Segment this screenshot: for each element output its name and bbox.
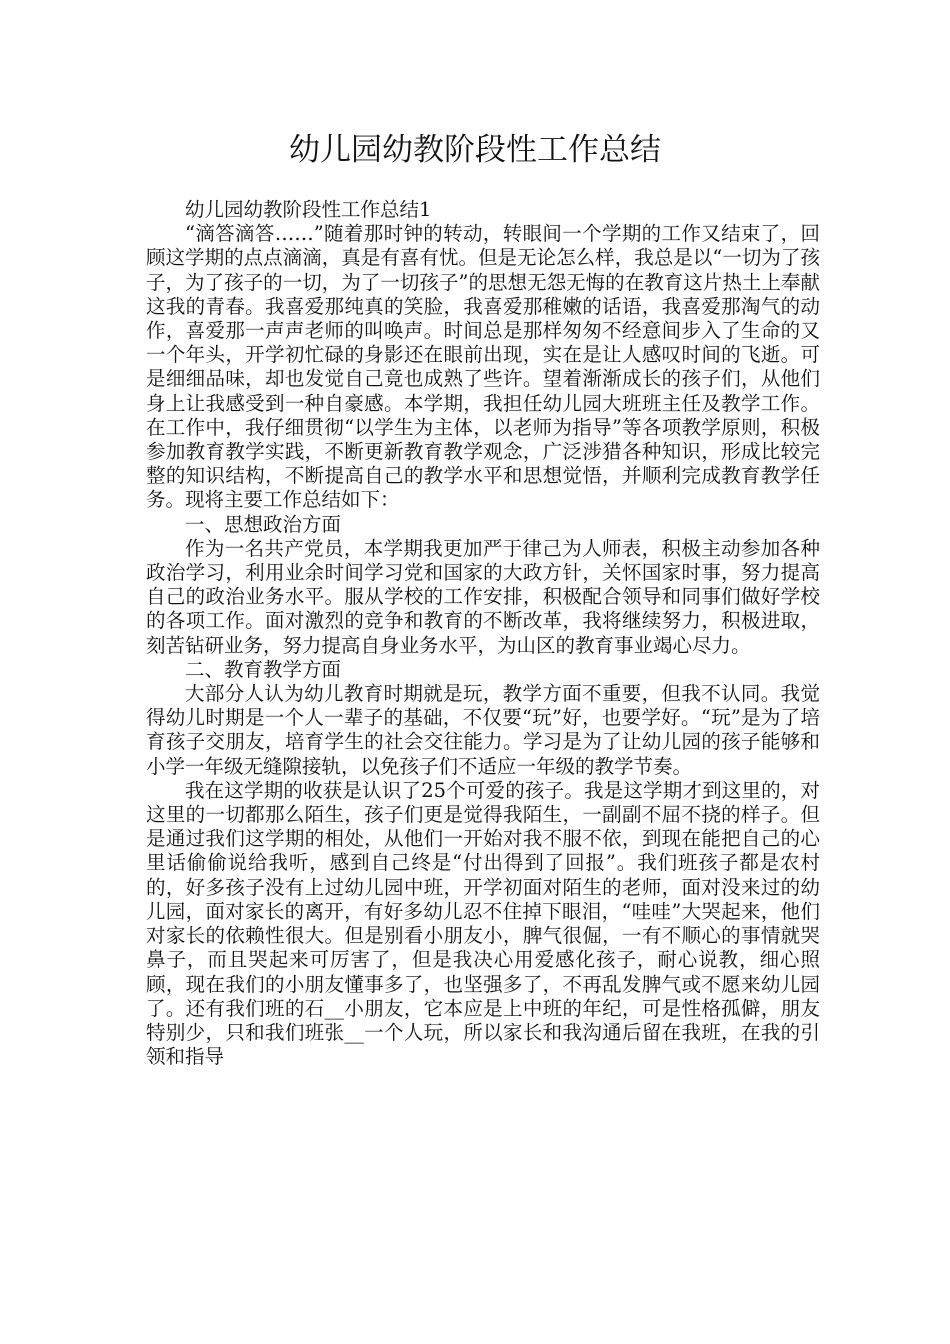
section-heading-politics: 一、思想政治方面	[185, 512, 342, 536]
section-paragraph-teaching-2: 我在这学期的收获是认识了25个可爱的孩子。我是这学期才到这里的，对这里的一切都那么陌生，孩子们更是觉得我陌生，一副副不屈不挠的样子。但是通过我们这学期的相处，从他们一开始对我不服不依，到现在能把自己的心里话偷偷说给我听，感到自己终是“付出得到了回报”。我们班孩子都是农村的，好多孩子没有上过幼儿园中班，开学初面对陌生的老师，面对没来过的幼儿园，面对家长的离开，有好多幼儿忍不住掉下眼泪，“哇哇”大哭起来，他们对家长的依赖性很大。但是别看小朋友小，脾气很倔，一有不顺心的事情就哭鼻子，而且哭起来可厉害了，但是我决心用爱感化孩子，耐心说教，细心照顾，现在我们的小朋友懂事多了，也坚强多了，不再乱发脾气或不愿来幼儿园了。还有我们班的石__小朋友，它本应是上中班的年纪，可是性格孤僻，朋友特别少，只和我们班张__一个人玩，所以家长和我沟通后留在我班，在我的引领和指导	[146, 778, 820, 1069]
intro-paragraph: “滴答滴答……”随着那时钟的转动，转眼间一个学期的工作又结束了，回顾这学期的点点滴滴，真是有喜有忧。但是无论怎么样，我总是以“一切为了孩子，为了孩子的一切，为了一切孩子”的思想无怨无悔的在教育这片热土上奉献这我的青春。我喜爱那纯真的笑脸，我喜爱那稚嫩的话语，我喜爱那淘气的动作，喜爱那一声声老师的叫唤声。时间总是那样匆匆不经意间步入了生命的又一个年头，开学初忙碌的身影还在眼前出现，实在是让人感叹时间的飞逝。可是细细品味，却也发觉自己竟也成熟了些许。望着渐渐成长的孩子们，从他们身上让我感受到一种自豪感。本学期，我担任幼儿园大班班主任及教学工作。在工作中，我仔细贯彻“以学生为主体，以老师为指导”等各项教学原则，积极参加教育教学实践，不断更新教育教学观念，广泛涉猎各种知识，形成比较完整的知识结构，不断提高自己的教学水平和思想觉悟，并顺利完成教育教学任务。现将主要工作总结如下：	[146, 222, 820, 512]
section-paragraph-politics: 作为一名共产党员，本学期我更加严于律己为人师表，积极主动参加各种政治学习，利用业余时间学习党和国家的大政方针，关怀国家时事，努力提高自己的政治业务水平。服从学校的工作安排，积极配合领导和同事们做好学校的各项工作。面对激烈的竞争和教育的不断改革，我将继续努力，积极进取，刻苦钻研业务，努力提高自身业务水平，为山区的教育事业竭心尽力。	[146, 536, 820, 657]
document-title: 幼儿园幼教阶段性工作总结	[289, 132, 661, 168]
document-subtitle: 幼儿园幼教阶段性工作总结1	[185, 198, 432, 221]
document-body	[146, 198, 820, 1069]
section-heading-teaching: 二、教育教学方面	[185, 657, 342, 681]
section-paragraph-teaching-1: 大部分人认为幼儿教育时期就是玩，教学方面不重要，但我不认同。我觉得幼儿时期是一个人一辈子的基础，不仅要“玩”好，也要学好。“玩”是为了培育孩子交朋友，培育学生的社会交往能力。学习是为了让幼儿园的孩子能够和小学一年级无缝隙接轨，以免孩子们不适应一年级的教学节奏。	[146, 682, 820, 778]
